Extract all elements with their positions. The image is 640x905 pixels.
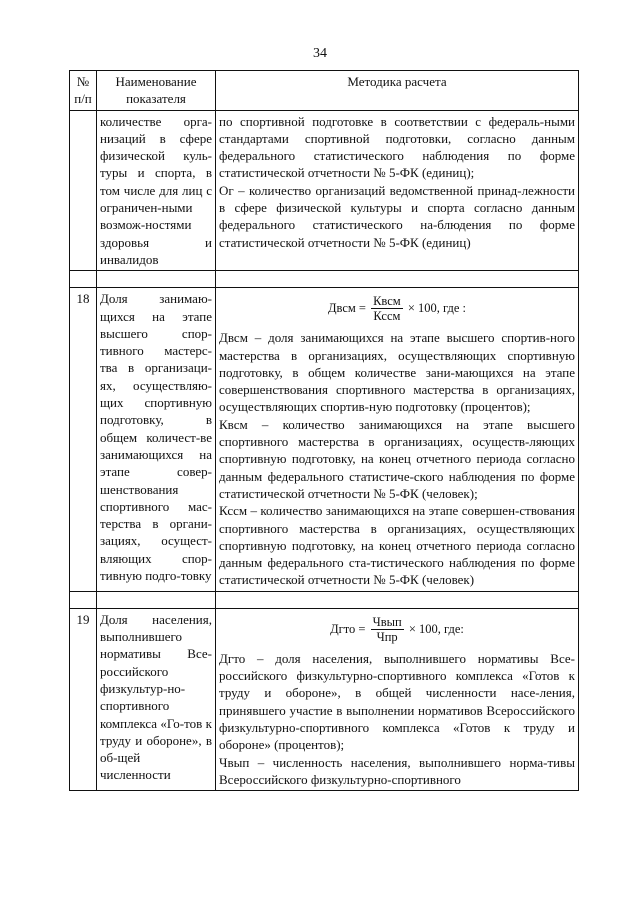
method-paragraph: Квсм – количество занимающихся на этапе высшего спортивного мастерства в организациях, осуществ-ляющих спортивную подготовку, на конец отчетного периода согласно данным федерального статистиче-ского наблюдения по форме статистической отчетности № 5-ФК (человек); xyxy=(219,416,575,501)
formula xyxy=(219,294,575,323)
formula-numerator: Квсм xyxy=(373,294,401,309)
row-number: 18 xyxy=(70,288,97,591)
method-paragraph: Дгто – доля населения, выполнившего нормативы Все-российского физкультурно-спортивного комплекса «Готов к труду и обороне», в общей численности насе-ления, принявшего участие в выполнении нормативов Всероссийского физкультурно-спортивного комплекса «Готов к труду и обороне» (процентов); xyxy=(219,650,575,753)
calculation-method xyxy=(216,288,579,591)
calculation-method xyxy=(216,608,579,790)
formula-rhs: × 100, где : xyxy=(404,301,467,316)
table-row xyxy=(70,110,579,271)
formula-denominator: Чпр xyxy=(376,629,398,644)
row-gap xyxy=(70,591,579,608)
indicator-name: Доля населения, выполнившего нормативы Все-российского физкультур-но-спортивного комплекса «Го-тов к труду и обороне», в об-щей численности xyxy=(97,608,216,790)
calculation-method xyxy=(216,110,579,271)
header-indicator-name: Наименование показателя xyxy=(97,71,216,111)
method-paragraph: Двсм – доля занимающихся на этапе высшего спортив-ного мастерства в организациях, осуществляющих спортивную подготовку, в общем количестве зани-мающихся на этапе совершенствования спортивного мастерства в организациях, осуществляющих спортив-ную подготовку (процентов); xyxy=(219,330,575,415)
table-row xyxy=(70,608,579,790)
method-paragraph: Ог – количество организаций ведомственной принад-лежности в сфере физической культуры и спорта согласно данным федерального статистического на-блюдения по форме статистической отчетности № 5-ФК (единиц) xyxy=(219,182,575,250)
method-paragraph: Чвып – численность населения, выполнившего норма-тивы Всероссийского физкультурно-спортивного xyxy=(219,754,575,787)
method-paragraph: Кссм – количество занимающихся на этапе совершен-ствования спортивного мастерства в организациях, осуществляющих спортивную подготовку, на конец отчетного периода согласно данным федерального ста-тистического наблюдения по форме статистической отчетности № 5-ФК (человек) xyxy=(219,503,575,588)
method-paragraph: по спортивной подготовке в соответствии с федераль-ными стандартами спортивной подготовки, согласно данным федерального статистического наблюдения по форме статистической отчетности № 5-ФК (единиц); xyxy=(219,113,575,181)
formula xyxy=(219,615,575,644)
formula-numerator: Чвып xyxy=(372,614,402,629)
indicator-name: Доля занимаю-щихся на этапе высшего спор-тивного мастерс-тва в организаци-ях, осуществляю-щих спортивную подготовку, в общем количест-ве занимающихся на этапе совер-шенствования спортивного мас-терства в органи-зациях, осущест-вляющих спор-тивную подго-товку xyxy=(97,288,216,591)
formula-rhs: × 100, где: xyxy=(405,621,464,636)
indicator-name: количестве орга-низаций в сфере физической куль-туры и спорта, в том числе для лиц с ограничен-ными возмож-ностями здоровья и инвалидов xyxy=(97,110,216,271)
formula-fraction xyxy=(371,294,403,323)
table-header-row xyxy=(70,71,579,111)
table-row xyxy=(70,288,579,591)
row-gap xyxy=(70,271,579,288)
row-number xyxy=(70,110,97,271)
header-number: № п/п xyxy=(70,71,97,111)
row-number: 19 xyxy=(70,608,97,790)
page-number: 34 xyxy=(313,46,327,61)
formula-lhs: Двсм = xyxy=(327,301,370,316)
formula-fraction xyxy=(371,615,404,644)
formula-denominator: Кссм xyxy=(373,309,401,324)
header-calculation-method: Методика расчета xyxy=(216,71,579,111)
formula-lhs: Дгто = xyxy=(330,621,369,636)
methodology-table xyxy=(69,70,579,791)
